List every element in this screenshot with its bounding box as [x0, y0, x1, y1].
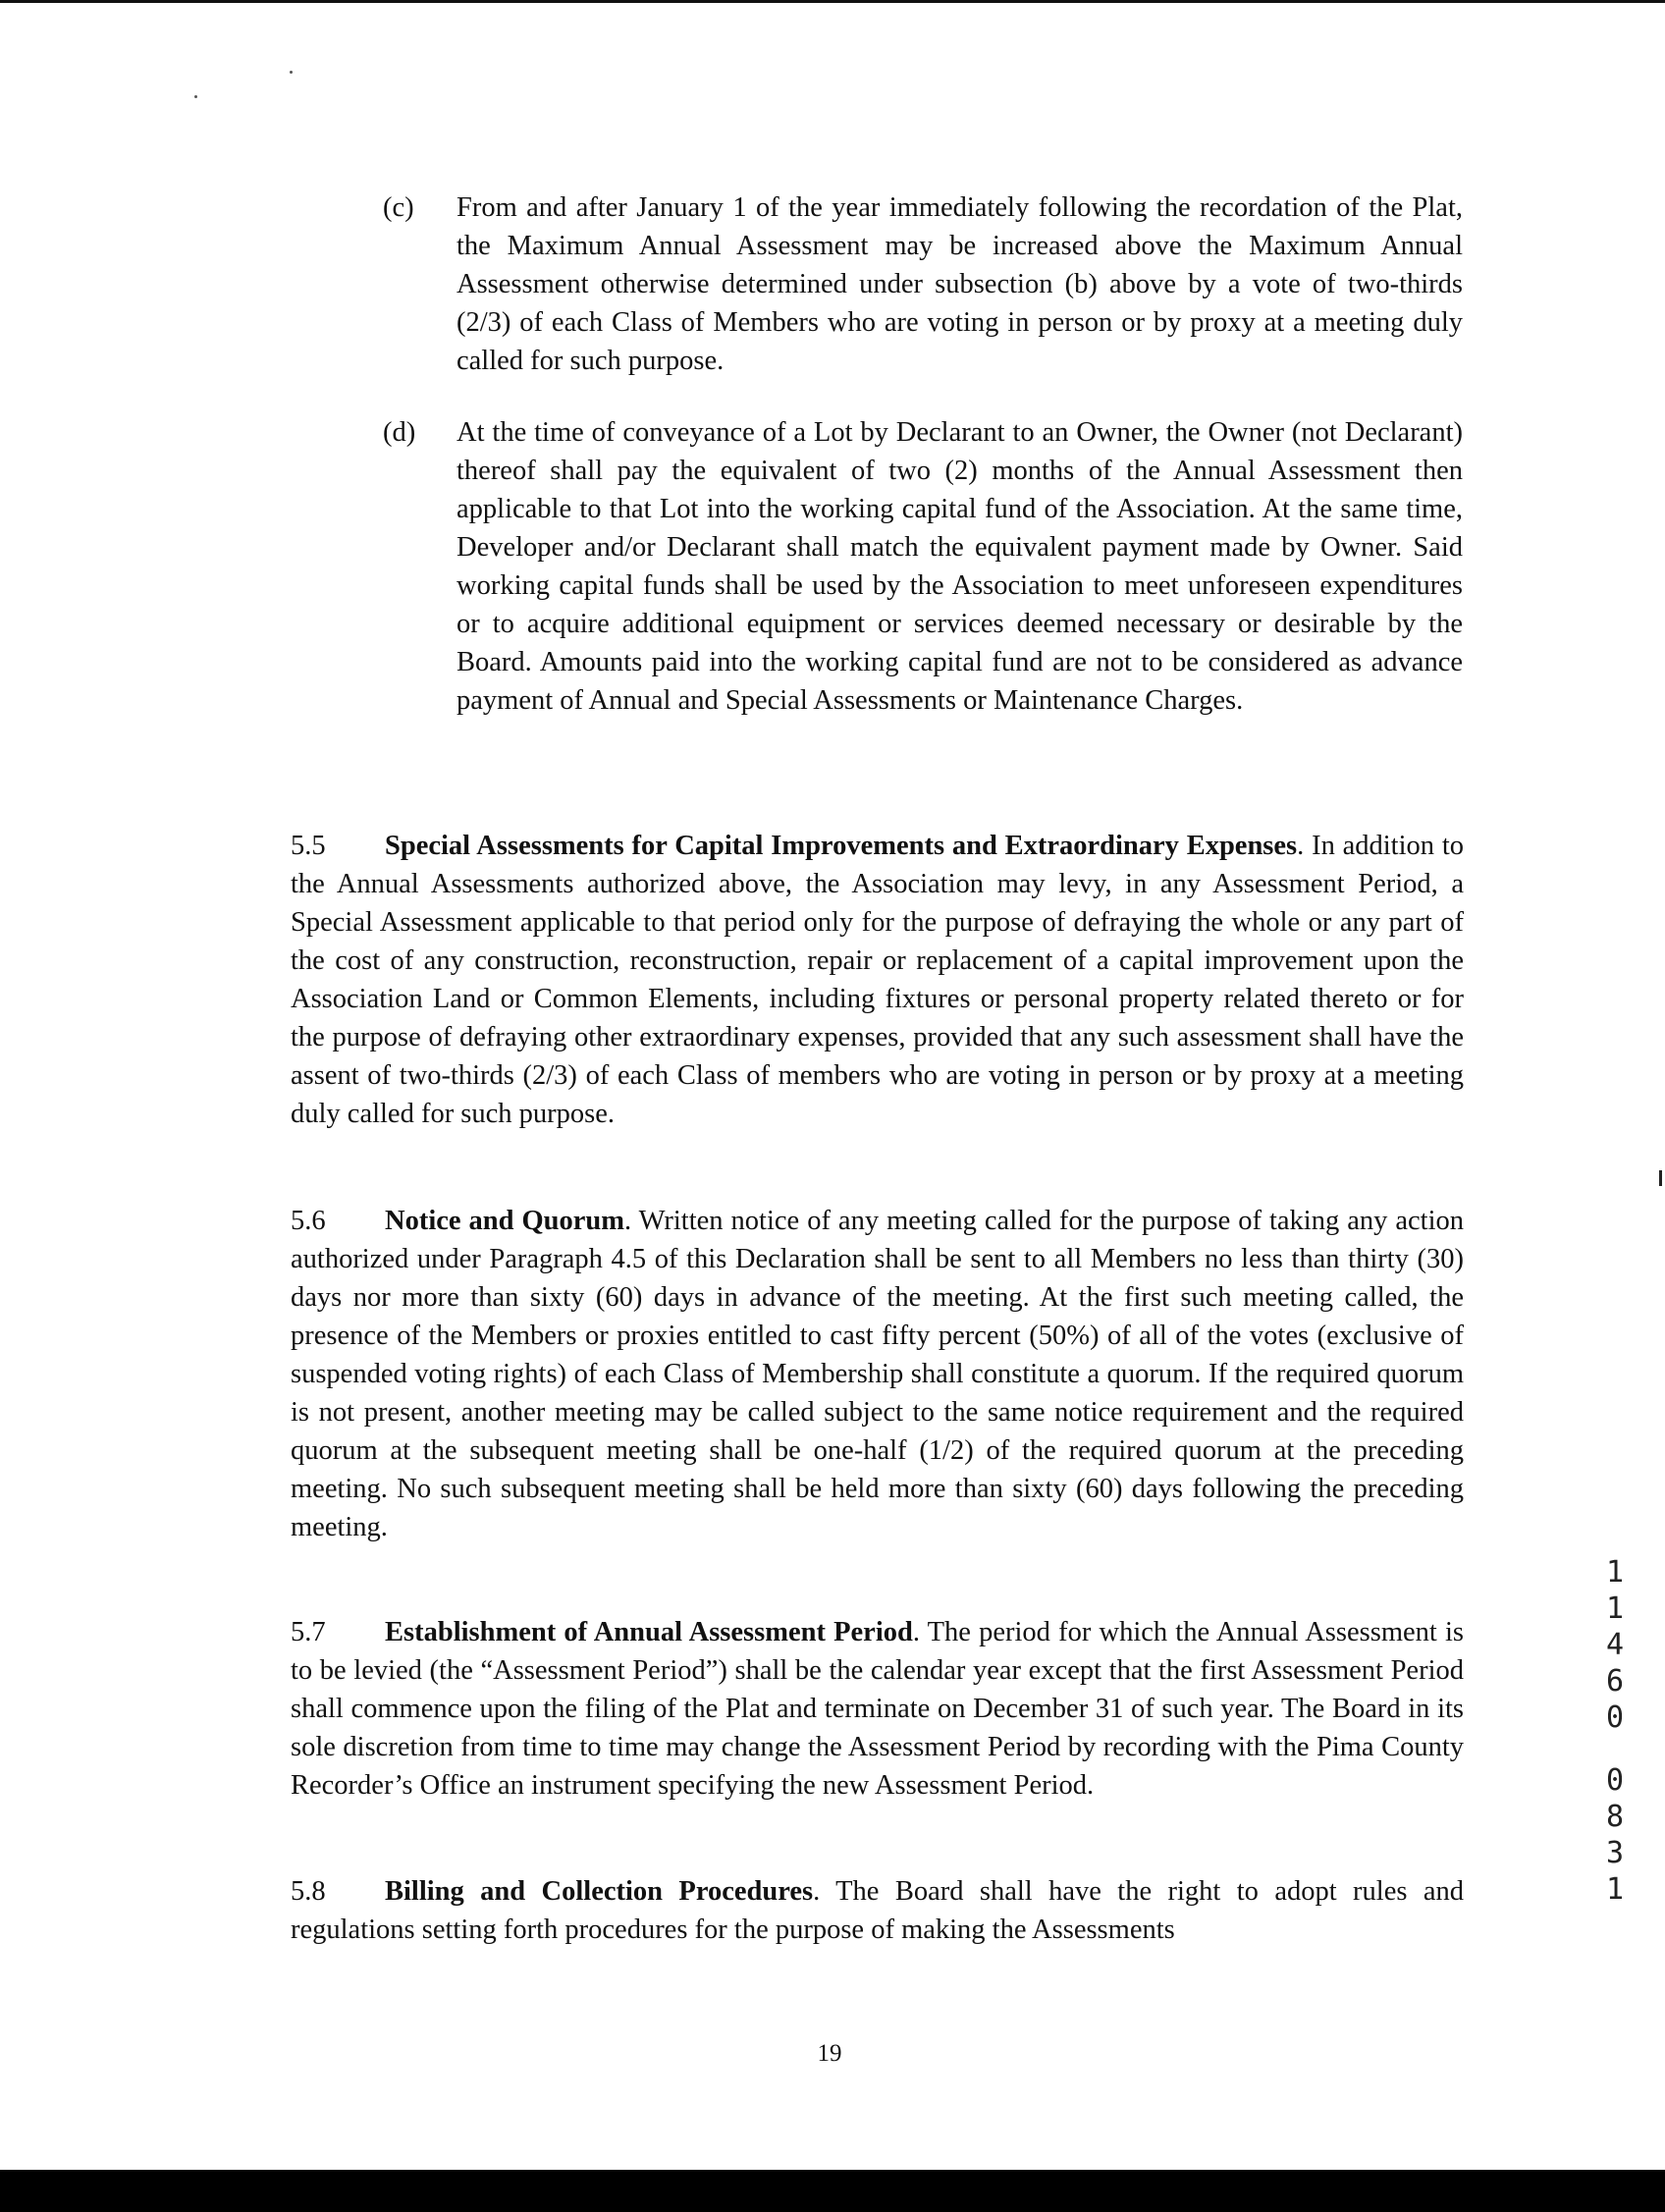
scan-speck [194, 95, 197, 98]
section-heading: Notice and Quorum [385, 1206, 625, 1236]
subsection-text: From and after January 1 of the year immediately following the recordation of the Plat, the Maximum Annual Assessment may be increased above the Maximum Annual Assessment otherwise determined under subsection (b) above by a vote of two-thirds (2/3) of each Class of Members who are voting in person or by proxy at a meeting duly called for such purpose. [457, 192, 1463, 376]
section-5-7: 5.7 Establishment of Annual Assessment Period. The period for which the Annual Assessment is to be levied (the “Assessment Period”) shall be the calendar year except that the first Assessment Period shall commence upon the filing of the Plat and terminate on December 31 of such year. The Board in its sole discretion from time to time may change the Assessment Period by recording with the Pima County Recorder’s Office an instrument specifying the new Assessment Period. [291, 1613, 1464, 1805]
section-body: The Board shall have the right to adopt rules and regulations setting forth procedures for the purpose of making the Assessments [291, 1876, 1464, 1945]
stamp-digit: 3 [1605, 1836, 1625, 1870]
stamp-digit: 6 [1605, 1664, 1625, 1699]
stamp-digit: 4 [1605, 1628, 1625, 1662]
recorder-stamp [1595, 1554, 1635, 1908]
stamp-digit: 0 [1605, 1700, 1625, 1735]
stamp-digit: 8 [1605, 1800, 1625, 1834]
subsection-d [383, 413, 1463, 720]
section-5-8: 5.8 Billing and Collection Procedures. The Board shall have the right to adopt rules and regulations setting forth procedures for the purpose of making the Assessments [291, 1872, 1464, 1949]
section-5-5: 5.5 Special Assessments for Capital Improvements and Extraordinary Expenses. In addition to the Annual Assessments authorized above, the Association may levy, in any Assessment Period, a Special Assessment applicable to that period only for the purpose of defraying the whole or any part of the cost of any construction, reconstruction, repair or replacement of a capital improvement upon the Association Land or Common Elements, including fixtures or personal property related thereto or for the purpose of defraying other extraordinary expenses, provided that any such assessment shall have the assent of two-thirds (2/3) of each Class of members who are voting in person or by proxy at a meeting duly called for such purpose. [291, 827, 1464, 1133]
section-body: The period for which the Annual Assessment is to be levied (the “Assessment Period”) shall be the calendar year except that the first Assessment Period shall commence upon the filing of the Plat and terminate on December 31 of such year. The Board in its sole discretion from time to time may change the Assessment Period by recording with the Pima County Recorder’s Office an instrument specifying the new Assessment Period. [291, 1617, 1464, 1801]
scan-top-edge [0, 0, 1665, 3]
section-number: 5.5 [291, 831, 326, 861]
page-number: 19 [817, 2040, 842, 2067]
stamp-digit: 1 [1605, 1592, 1625, 1626]
section-number: 5.7 [291, 1617, 326, 1647]
stamp-digit: 0 [1605, 1763, 1625, 1798]
section-number: 5.8 [291, 1876, 326, 1907]
subsection-c [383, 189, 1463, 380]
scan-bottom-band [0, 2170, 1665, 2212]
section-5-6: 5.6 Notice and Quorum. Written notice of any meeting called for the purpose of taking any action authorized under Paragraph 4.5 of this Declaration shall be sent to all Members no less than thirty (30) days nor more than sixty (60) days in advance of the meeting. At the first such meeting called, the presence of the Members or proxies entitled to cast fifty percent (50%) of all of the votes (exclusive of suspended voting rights) of each Class of Membership shall constitute a quorum. If the required quorum is not present, another meeting may be called subject to the same notice requirement and the required quorum at the subsequent meeting shall be one-half (1/2) of the required quorum at the preceding meeting. No such subsequent meeting shall be held more than sixty (60) days following the preceding meeting. [291, 1202, 1464, 1546]
scan-speck [290, 71, 293, 74]
subsection-label: (c) [383, 192, 414, 223]
stamp-digit: 1 [1605, 1872, 1625, 1907]
section-body: Written notice of any meeting called for the purpose of taking any action authorized under Paragraph 4.5 of this Declaration shall be sent to all Members no less than thirty (30) days nor more than sixty (60) days in advance of the meeting. At the first such meeting called, the presence of the Members or proxies entitled to cast fifty percent (50%) of all of the votes (exclusive of suspended voting rights) of each Class of Membership shall constitute a quorum. If the required quorum is not present, another meeting may be called subject to the same notice requirement and the required quorum at the subsequent meeting shall be one-half (1/2) of the required quorum at the preceding meeting. No such subsequent meeting shall be held more than sixty (60) days following the preceding meeting. [291, 1206, 1465, 1542]
stamp-digit: 1 [1605, 1555, 1625, 1590]
scan-edge-mark [1659, 1170, 1662, 1186]
subsection-label: (d) [383, 417, 416, 448]
section-heading: Billing and Collection Procedures [385, 1876, 814, 1907]
section-number: 5.6 [291, 1206, 326, 1236]
subsection-text: At the time of conveyance of a Lot by Declarant to an Owner, the Owner (not Declarant) thereof shall pay the equivalent of two (2) months of the Annual Assessment then applicable to that Lot into the working capital fund of the Association. At the same time, Developer and/or Declarant shall match the equivalent payment made by Owner. Said working capital funds shall be used by the Association to meet unforeseen expenditures or to acquire additional equipment or services deemed necessary or desirable by the Board. Amounts paid into the working capital fund are not to be considered as advance payment of Annual and Special Assessments or Maintenance Charges. [457, 417, 1463, 716]
section-body: In addition to the Annual Assessments authorized above, the Association may levy, in any Assessment Period, a Special Assessment applicable to that period only for the purpose of defraying the whole or any part of the cost of any construction, reconstruction, repair or replacement of a capital improvement upon the Association Land or Common Elements, including fixtures or personal property related thereto or for the purpose of defraying other extraordinary expenses, provided that any such assessment shall have the assent of two-thirds (2/3) of each Class of members who are voting in person or by proxy at a meeting duly called for such purpose. [291, 831, 1464, 1129]
section-heading: Establishment of Annual Assessment Period [385, 1617, 913, 1647]
section-heading: Special Assessments for Capital Improvements and Extraordinary Expenses [385, 831, 1298, 861]
